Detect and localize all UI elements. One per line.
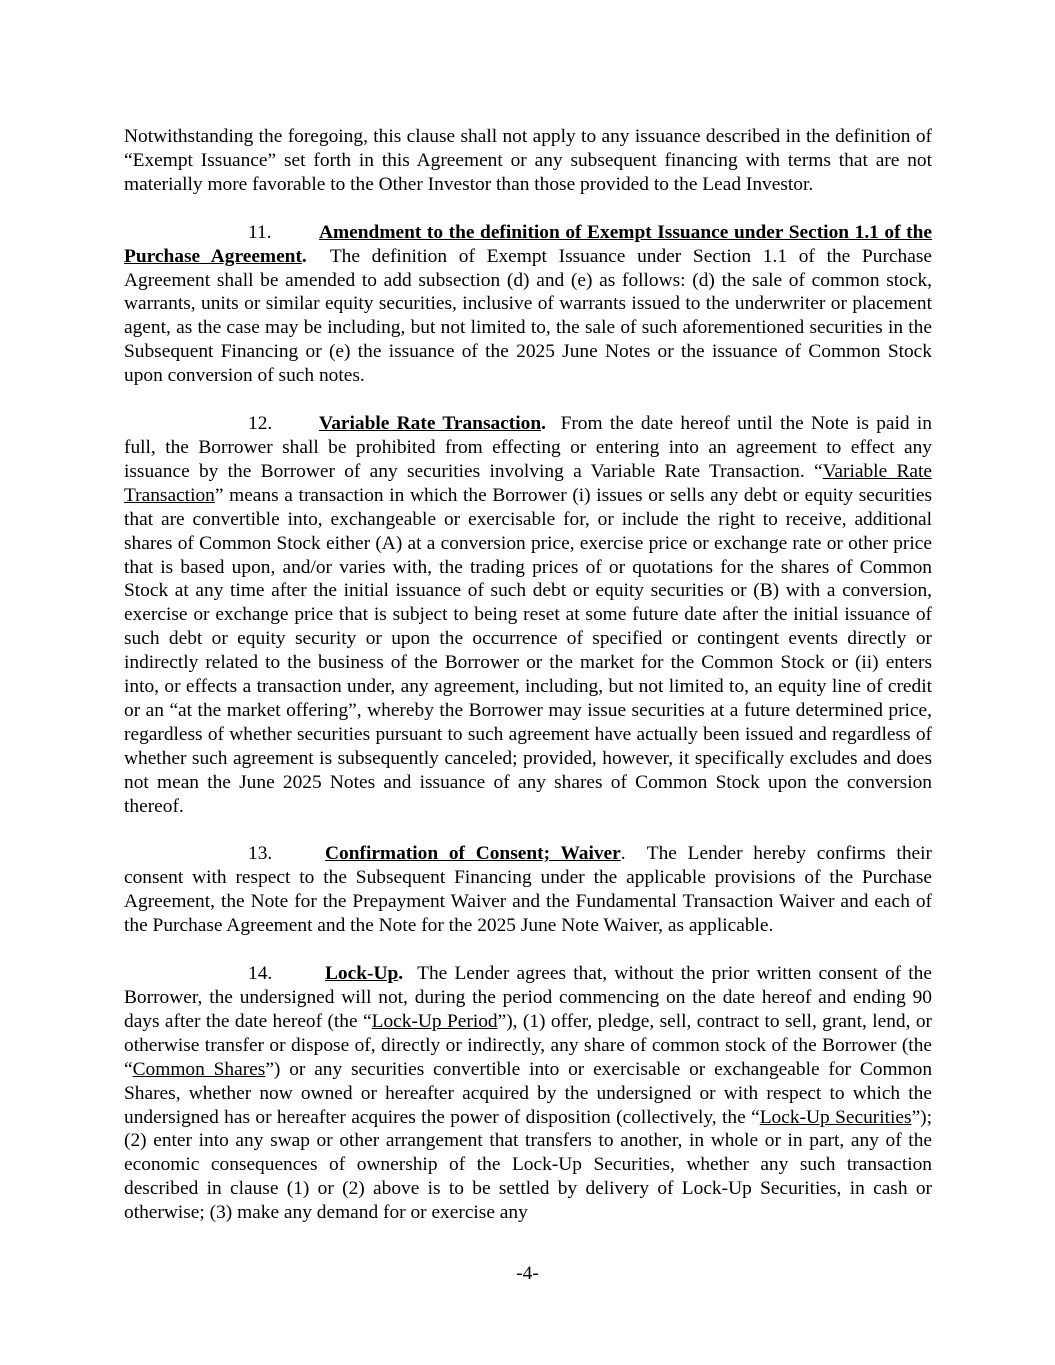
continuation-text: Notwithstanding the foregoing, this clause shall not apply to any issuance described in the definition of “Exempt Issuance” set forth in this Agreement or any subsequent financing with terms that are not materially more favorable to the Other Investor than those provided to the Lead Investor. <box>124 126 932 195</box>
section-text: ”) or any securities convertible into or exercisable or exchangeable for Common Shares, whether now owned or hereafter acquired by the undersigned or with respect to which the undersigned has or hereafter acquires the power of disposition (collectively, the “ <box>124 1058 933 1128</box>
defined-term: Lock-Up Securities <box>759 1106 912 1128</box>
section-heading: Lock-Up <box>325 963 399 985</box>
section-heading: Variable Rate Transaction <box>319 413 542 435</box>
heading-period: . <box>398 963 404 985</box>
section-text: The Lender agrees that, without the prior written consent of the Borrower, the undersigned will not, during the period commencing on the date hereof and ending 90 days after the date hereof (the “ <box>124 963 932 1032</box>
heading-period: . <box>620 843 626 865</box>
section-number: 11. <box>248 221 272 243</box>
defined-term: Common Shares <box>132 1058 266 1080</box>
section-heading: Confirmation of Consent; Waiver <box>325 843 621 865</box>
section-14 <box>124 962 932 1225</box>
section-number: 14. <box>248 963 273 985</box>
section-text: ”), (1) offer, pledge, sell, contract to sell, grant, lend, or otherwise transfer or dispose of, directly or indirectly, any share of common stock of the Borrower (the “ <box>124 1010 932 1080</box>
section-13 <box>124 842 932 938</box>
defined-term: Lock-Up Period <box>371 1010 498 1032</box>
section-number: 12. <box>248 413 273 435</box>
section-text: ”); (2) enter into any swap or other arrangement that transfers to another, in whole or in part, any of the economic consequences of ownership of the Lock-Up Securities, whether any such transaction described in clause (1) or (2) above is to be settled by delivery of Lock-Up Securities, in cash or otherwise; (3) make any demand for or exercise any <box>124 1106 933 1224</box>
section-text: From the date hereof until the Note is paid in full, the Borrower shall be prohibited from effecting or entering into an agreement to effect any issuance by the Borrower of any securities involving a Variable Rate Transaction. “ <box>124 413 932 482</box>
heading-period: . <box>301 245 307 267</box>
section-text: The definition of Exempt Issuance under Section 1.1 of the Purchase Agreement shall be amended to add subsection (d) and (e) as follows: (d) the sale of common stock, warrants, units or similar equity securities, inclusive of warrants issued to the underwriter or placement agent, as the case may be including, but not limited to, the sale of such aforementioned securities in the Subsequent Financing or (e) the issuance of the 2025 June Notes or the issuance of Common Stock upon conversion of such notes. <box>124 245 932 387</box>
defined-term: Variable Rate Transaction <box>124 460 932 506</box>
section-number: 13. <box>248 843 273 865</box>
section-heading: Amendment to the definition of Exempt Issuance under Section 1.1 of the Purchase Agreement <box>124 221 932 267</box>
page-number: -4- <box>516 1263 539 1284</box>
section-text: ” means a transaction in which the Borrower (i) issues or sells any debt or equity securities that are convertible into, exchangeable or exercisable for, or include the right to receive, additional shares of Common Stock either (A) at a conversion price, exercise price or exchange rate or other price that is based upon, and/or varies with, the trading prices of or quotations for the shares of Common Stock at any time after the initial issuance of such debt or equity securities or (B) with a conversion, exercise or exchange price that is subject to being reset at some future date after the initial issuance of such debt or equity security or upon the occurrence of specified or contingent events directly or indirectly related to the business of the Borrower or the market for the Common Stock or (ii) enters into, or effects a transaction under, any agreement, including, but not limited to, an equity line of credit or an “at the market offering”, whereby the Borrower may issue securities at a future determined price, regardless of whether securities pursuant to such agreement have actually been issued and regardless of whether such agreement is subsequently canceled; provided, however, it specifically excludes and does not mean the June 2025 Notes and issuance of any shares of Common Stock upon the conversion thereof. <box>124 484 932 817</box>
section-12 <box>124 412 932 818</box>
heading-period: . <box>541 413 546 435</box>
section-text: The Lender hereby confirms their consent with respect to the Subsequent Financing under the applicable provisions of the Purchase Agreement, the Note for the Prepayment Waiver and the Fundamental Transaction Waiver and each of the Purchase Agreement and the Note for the 2025 June Note Waiver, as applicable. <box>124 843 932 937</box>
continuation-paragraph <box>124 125 932 197</box>
document-body <box>124 125 932 1249</box>
section-11 <box>124 221 932 388</box>
